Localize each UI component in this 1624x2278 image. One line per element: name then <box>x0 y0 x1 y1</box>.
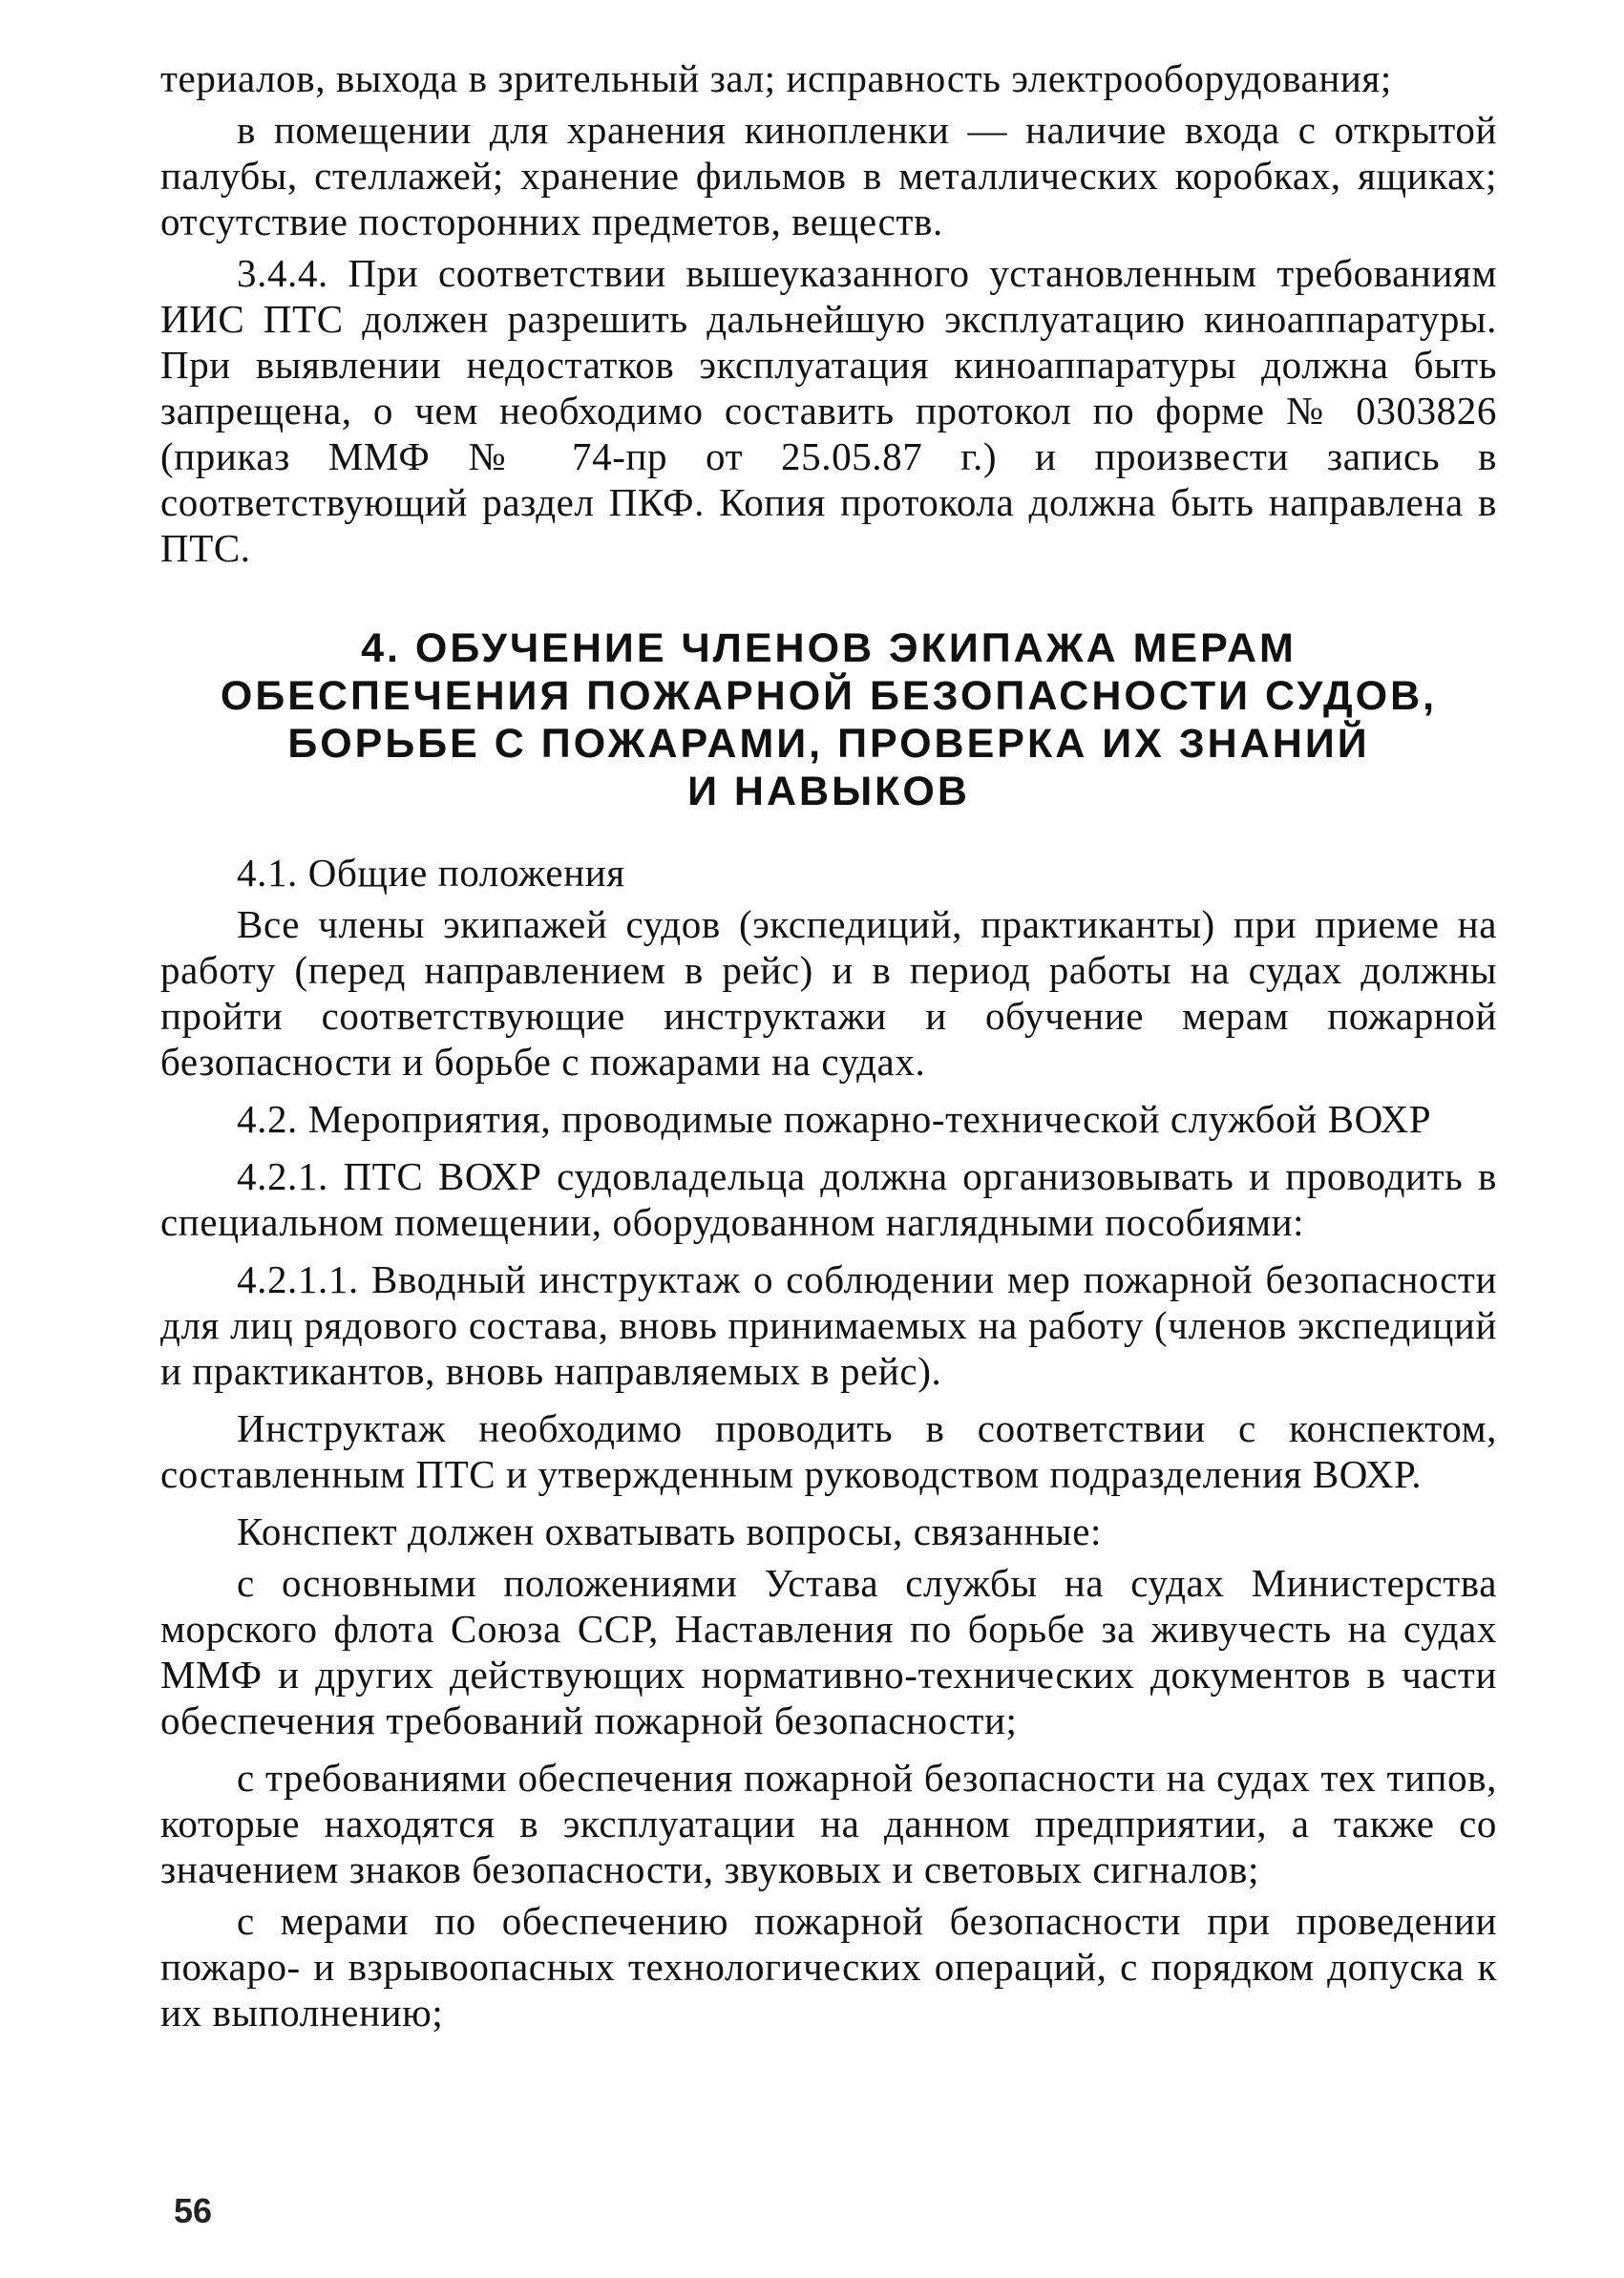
section-heading-line-3: БОРЬБЕ С ПОЖАРАМИ, ПРОВЕРКА ИХ ЗНАНИЙ <box>287 721 1370 767</box>
section-heading <box>160 624 1497 815</box>
paragraph-instruction: Инструктаж необходимо проводить в соответствии с конспектом, составленным ПТС и утвержденным руководством подразделения ВОХР. <box>160 1406 1497 1496</box>
paragraph-crew-training: Все члены экипажей судов (экспедиций, практиканты) при приеме на работу (перед направлением в рейс) и в период работы на судах должны пройти соответствующие инструктажи и обучение мерам пожарной безопасности и борьбе с пожарами на судах. <box>160 902 1497 1084</box>
page-number: 56 <box>174 2191 213 2230</box>
list-item-requirements: с требованиями обеспечения пожарной безопасности на судах тех типов, которые находятся в эксплуатации на данном предприятии, а также со значением знаков безопасности, звуковых и световых сигналов; <box>160 1756 1497 1891</box>
paragraph-4-2-1-1: 4.2.1.1. Вводный инструктаж о соблюдении мер пожарной безопасности для лиц рядового состава, вновь принимаемых на работу (членов экспедиций и практикантов, вновь направляемых в рейс). <box>160 1257 1497 1393</box>
section-heading-line-4: И НАВЫКОВ <box>687 769 970 814</box>
subsection-4-2-title: 4.2. Мероприятия, проводимые пожарно-технической службой ВОХР <box>237 1097 1432 1141</box>
paragraph-continuation: териалов, выхода в зрительный зал; исправность электрооборудования; <box>160 56 1392 100</box>
list-item-measures: с мерами по обеспечению пожарной безопасности при проведении пожаро- и взрывоопасных технологических операций, с порядком допуска к их выполнению; <box>160 1899 1497 2035</box>
subsection-4-1-title: 4.1. Общие положения <box>237 851 625 895</box>
paragraph-3-4-4: 3.4.4. При соответствии вышеуказанного установленным требованиям ИИС ПТС должен разрешить дальнейшую эксплуатацию киноаппаратуры. При выявлении недостатков эксплуатация киноаппаратуры должна быть запрещена, о чем необходимо составить протокол по форме № 0303826 (приказ ММФ № 74-пр от 25.05.87 г.) и произвести запись в соответствующий раздел ПКФ. Копия протокола должна быть направлена в ПТС. <box>160 251 1497 570</box>
section-heading-line-1: 4. ОБУЧЕНИЕ ЧЛЕНОВ ЭКИПАЖА МЕРАМ <box>361 625 1297 671</box>
section-heading-line-2: ОБЕСПЕЧЕНИЯ ПОЖАРНОЙ БЕЗОПАСНОСТИ СУДОВ, <box>220 673 1438 719</box>
list-item-charter: с основными положениями Устава службы на судах Министерства морского флота Союза ССР, Наставления по борьбе за живучесть на судах ММФ и других действующих нормативно-технических документов в части обеспечения требований пожарной безопасности; <box>160 1561 1497 1742</box>
paragraph-outline-intro: Конспект должен охватывать вопросы, связанные: <box>237 1509 1102 1553</box>
paragraph-4-2-1: 4.2.1. ПТС ВОХР судовладельца должна организовывать и проводить в специальном помещении, оборудованном наглядными пособиями: <box>160 1154 1497 1244</box>
document-page <box>160 55 1497 2041</box>
paragraph-storage-room: в помещении для хранения кинопленки — наличие входа с открытой палубы, стеллажей; хранение фильмов в металлических коробках, ящиках; отсутствие посторонних предметов, веществ. <box>160 108 1497 243</box>
